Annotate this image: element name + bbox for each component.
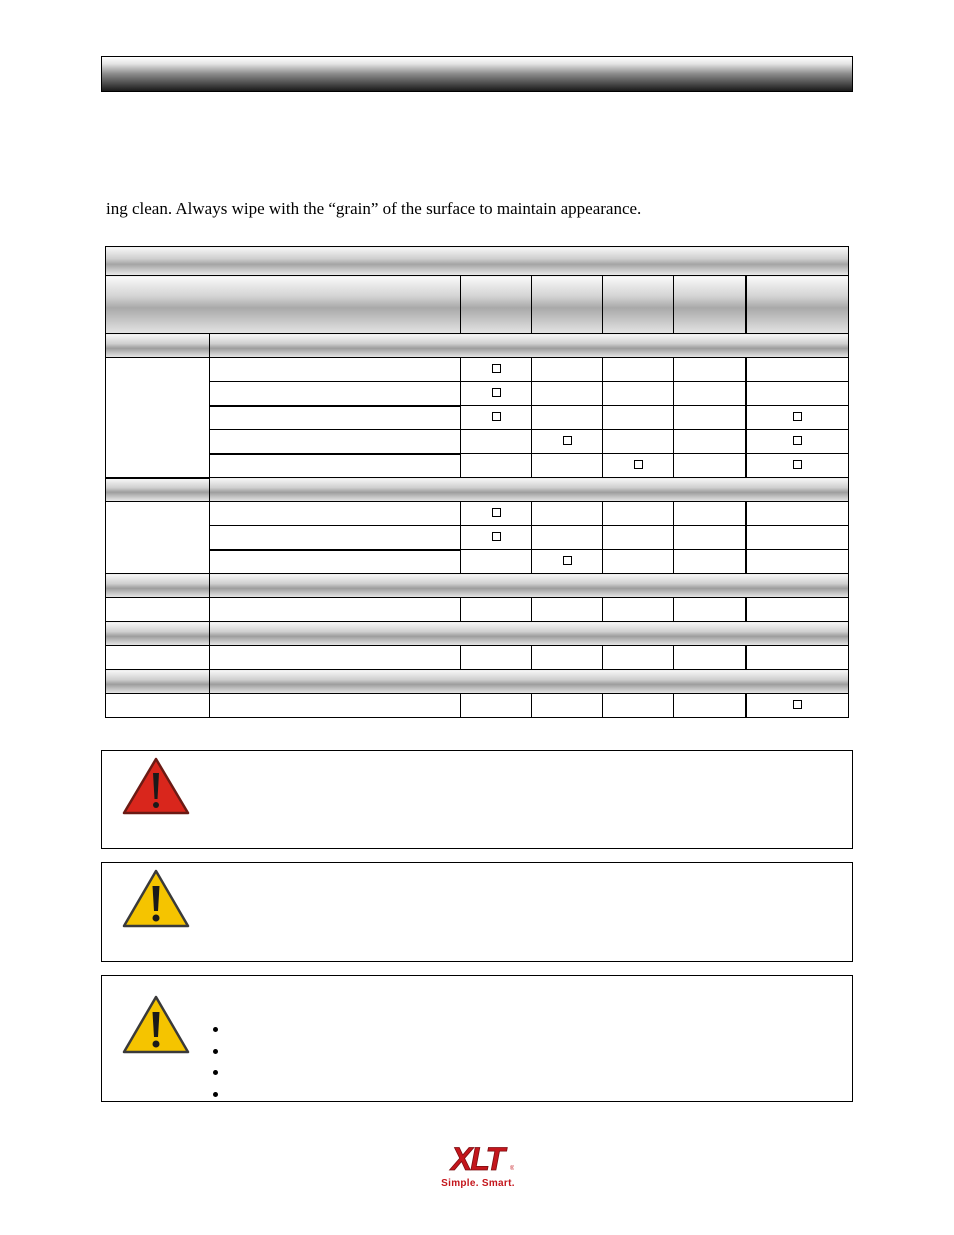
section-bar xyxy=(210,478,849,502)
check-cell xyxy=(532,502,603,526)
check-cell xyxy=(674,454,746,478)
check-cell xyxy=(532,550,603,574)
logo-brand: XLT xyxy=(450,1141,504,1176)
table-row-label xyxy=(210,694,461,718)
section-group-cell xyxy=(106,646,210,670)
check-cell xyxy=(461,454,532,478)
checkbox-icon xyxy=(563,436,572,445)
section-group-cell xyxy=(106,694,210,718)
check-cell xyxy=(674,502,746,526)
table-header-col xyxy=(532,276,603,334)
checkbox-icon xyxy=(492,388,501,397)
list-item xyxy=(213,1044,227,1066)
section-label xyxy=(106,334,210,358)
section-group-cell xyxy=(106,502,210,574)
check-cell xyxy=(532,526,603,550)
check-cell xyxy=(674,406,746,430)
checkbox-icon xyxy=(793,700,802,709)
section-header-bar xyxy=(101,56,853,92)
checkbox-icon xyxy=(492,508,501,517)
check-cell xyxy=(532,694,603,718)
check-cell xyxy=(746,646,849,670)
check-cell xyxy=(603,598,674,622)
check-cell xyxy=(674,550,746,574)
check-cell xyxy=(674,382,746,406)
check-cell xyxy=(674,598,746,622)
list-item xyxy=(213,1087,227,1109)
check-cell xyxy=(603,694,674,718)
check-cell xyxy=(603,646,674,670)
check-cell xyxy=(532,454,603,478)
check-cell xyxy=(461,358,532,382)
check-cell xyxy=(603,526,674,550)
check-cell xyxy=(603,430,674,454)
check-cell xyxy=(746,502,849,526)
section-label xyxy=(106,670,210,694)
check-cell xyxy=(603,502,674,526)
check-cell xyxy=(532,430,603,454)
check-cell xyxy=(603,550,674,574)
check-cell xyxy=(674,646,746,670)
check-cell xyxy=(674,430,746,454)
caution-triangle-icon xyxy=(122,995,190,1055)
svg-text:®: ® xyxy=(510,1166,514,1172)
check-cell xyxy=(603,454,674,478)
table-row-label xyxy=(210,646,461,670)
section-group-cell xyxy=(106,598,210,622)
table-row-label xyxy=(210,526,461,550)
checkbox-icon xyxy=(492,364,501,373)
intro-text: ing clean. Always wipe with the “grain” of the surface to maintain appearance. xyxy=(106,199,642,218)
table-header-col xyxy=(603,276,674,334)
check-cell xyxy=(461,406,532,430)
check-cell xyxy=(461,526,532,550)
table-header-col xyxy=(746,276,849,334)
table-row-label xyxy=(210,406,461,430)
check-cell xyxy=(461,646,532,670)
table-row-label xyxy=(210,454,461,478)
checkbox-icon xyxy=(563,556,572,565)
caution-notice-box xyxy=(101,862,853,962)
table-header-col xyxy=(461,276,532,334)
table-row-label xyxy=(210,550,461,574)
table-row-label xyxy=(210,502,461,526)
check-cell xyxy=(461,382,532,406)
checkbox-icon xyxy=(793,436,802,445)
checkbox-icon xyxy=(492,532,501,541)
check-cell xyxy=(746,454,849,478)
checkbox-icon xyxy=(793,460,802,469)
section-label xyxy=(106,622,210,646)
check-cell xyxy=(746,430,849,454)
check-cell xyxy=(746,526,849,550)
table-row-label xyxy=(210,430,461,454)
check-cell xyxy=(532,382,603,406)
check-cell xyxy=(603,358,674,382)
check-cell xyxy=(746,358,849,382)
xlt-logo-mark xyxy=(440,1140,514,1176)
check-cell xyxy=(746,406,849,430)
section-group-cell xyxy=(106,358,210,478)
table-row-label xyxy=(210,382,461,406)
check-cell xyxy=(674,526,746,550)
checkbox-icon xyxy=(492,412,501,421)
check-cell xyxy=(746,382,849,406)
section-bar xyxy=(210,622,849,646)
checkbox-icon xyxy=(793,412,802,421)
check-cell xyxy=(603,382,674,406)
check-cell xyxy=(532,646,603,670)
section-bar xyxy=(210,574,849,598)
check-cell xyxy=(674,694,746,718)
checkbox-icon xyxy=(634,460,643,469)
cleaning-schedule-table xyxy=(105,246,849,718)
table-header-col xyxy=(674,276,746,334)
check-cell xyxy=(532,406,603,430)
logo-tagline: Simple. Smart. xyxy=(441,1178,515,1189)
check-cell xyxy=(532,598,603,622)
check-cell xyxy=(461,598,532,622)
table-title xyxy=(106,247,849,276)
caution-bullet-list xyxy=(213,1022,227,1108)
check-cell xyxy=(674,358,746,382)
danger-triangle-icon xyxy=(122,757,190,815)
section-bar xyxy=(210,670,849,694)
table-row-label xyxy=(210,598,461,622)
check-cell xyxy=(461,550,532,574)
table-header-component xyxy=(106,276,461,334)
check-cell xyxy=(746,694,849,718)
list-item xyxy=(213,1065,227,1087)
check-cell xyxy=(746,550,849,574)
section-label xyxy=(106,478,210,502)
list-item xyxy=(213,1022,227,1044)
table-row-label xyxy=(210,358,461,382)
caution-triangle-icon xyxy=(122,869,190,929)
danger-notice-box xyxy=(101,750,853,849)
check-cell xyxy=(461,694,532,718)
check-cell xyxy=(461,430,532,454)
check-cell xyxy=(532,358,603,382)
section-label xyxy=(106,574,210,598)
check-cell xyxy=(603,406,674,430)
check-cell xyxy=(746,598,849,622)
check-cell xyxy=(461,502,532,526)
xlt-logo xyxy=(428,1140,528,1192)
section-bar xyxy=(210,334,849,358)
